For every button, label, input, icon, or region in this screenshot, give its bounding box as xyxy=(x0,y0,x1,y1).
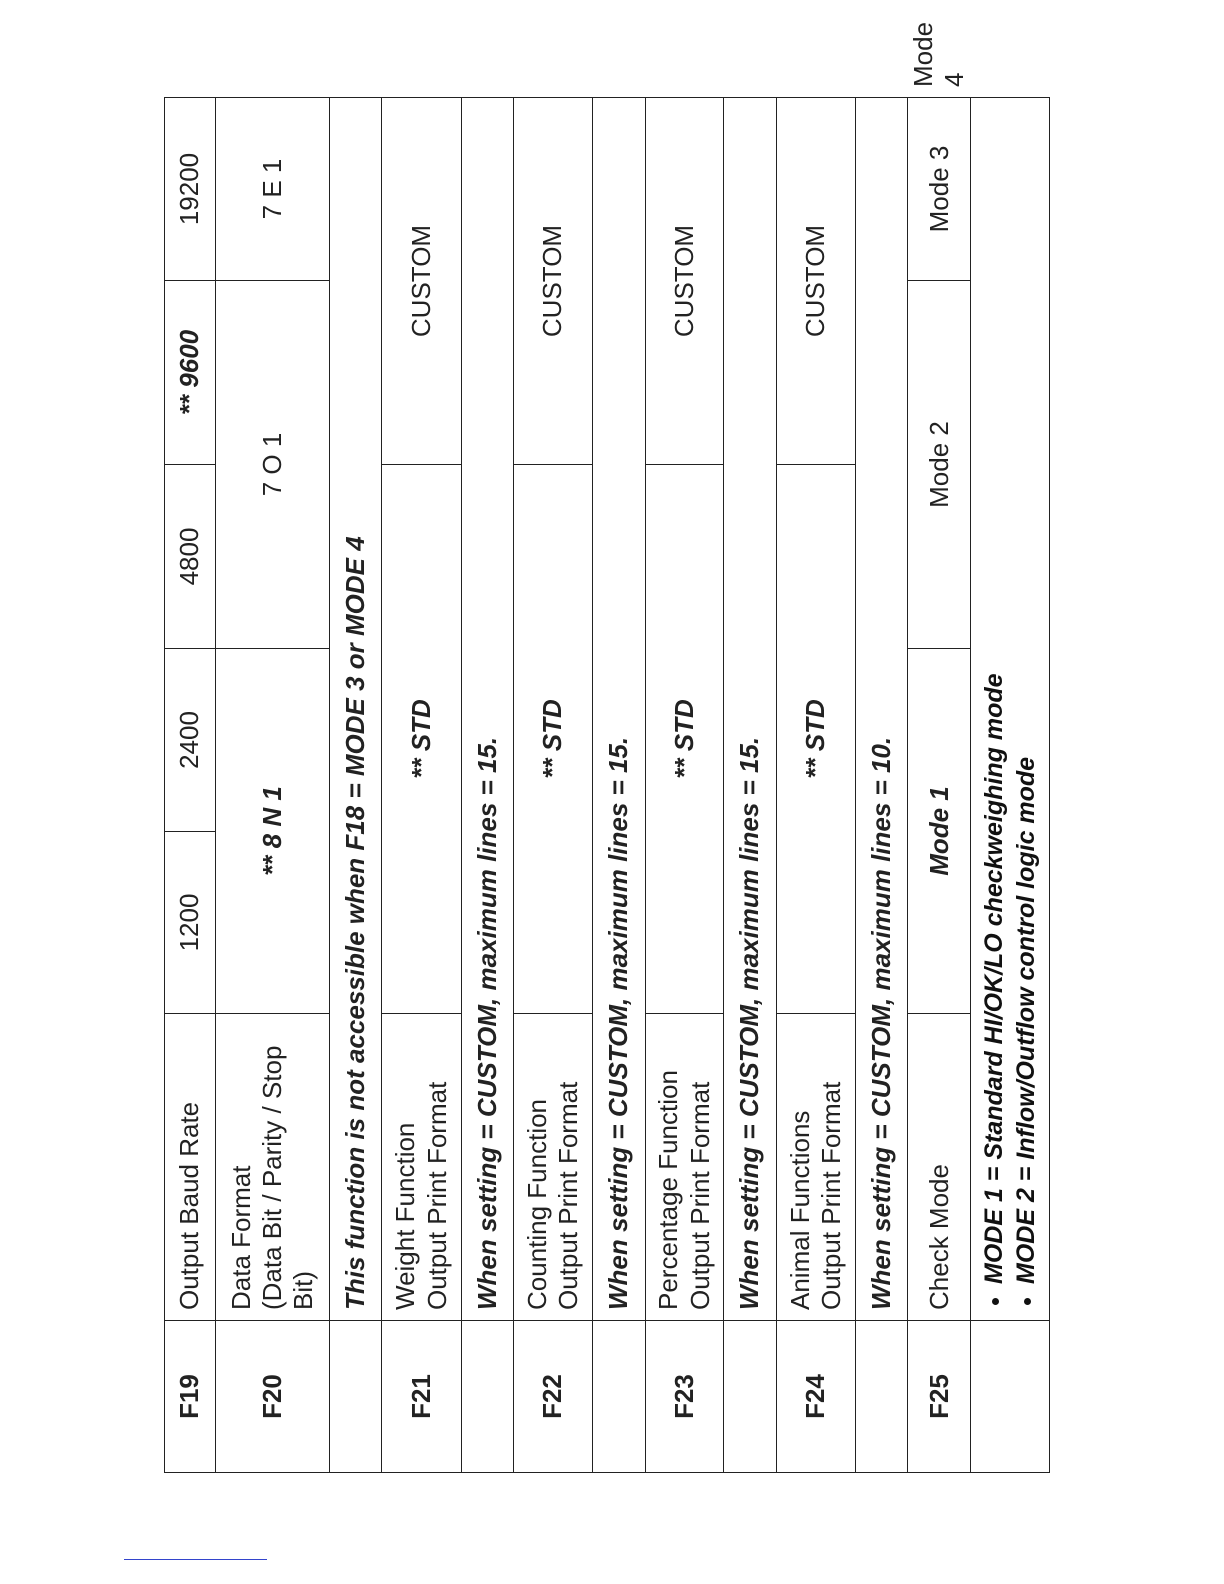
function-note: When setting = CUSTOM, maximum lines = 15. xyxy=(593,98,646,1321)
table-row-f19 xyxy=(165,98,216,1473)
function-note: When setting = CUSTOM, maximum lines = 10. xyxy=(856,98,908,1321)
default-option-value: Mode 1 xyxy=(908,649,971,1014)
option-value: 1200 xyxy=(165,832,216,1014)
function-code: F24 xyxy=(777,1321,856,1473)
footnote-separator xyxy=(124,1559,267,1560)
option-value: Mode 3 xyxy=(908,98,971,281)
table-row-note xyxy=(856,98,908,1473)
option-value: 2400 xyxy=(165,649,216,832)
rotated-page-region xyxy=(164,21,1041,1473)
option-value: CUSTOM xyxy=(382,98,462,465)
default-option-value: ** STD xyxy=(514,465,593,1014)
function-label xyxy=(646,1014,724,1321)
function-label-line: (Data Bit / Parity / Stop Bit) xyxy=(256,1045,319,1310)
option-value: 19200 xyxy=(165,98,216,281)
function-label-line: Output Print Format xyxy=(553,1081,583,1310)
function-label-line: Output Print Format xyxy=(816,1081,846,1310)
function-label-line: Percentage Function xyxy=(653,1070,684,1310)
function-code: F25 xyxy=(908,1321,971,1473)
table-row-f20 xyxy=(216,98,330,1473)
function-label-line: Data Format xyxy=(225,1165,256,1310)
empty-code-cell xyxy=(856,1321,908,1473)
function-label: Check Mode xyxy=(908,1014,971,1321)
option-value: 7 O 1 xyxy=(216,281,330,649)
option-value: 7 E 1 xyxy=(216,98,330,281)
table-row-note xyxy=(971,98,1050,1473)
function-note: When setting = CUSTOM, maximum lines = 15. xyxy=(724,98,777,1321)
function-code: F21 xyxy=(382,1321,462,1473)
function-settings-table xyxy=(164,21,1050,1473)
function-label xyxy=(216,1014,330,1321)
function-label xyxy=(514,1014,593,1321)
function-label xyxy=(382,1014,462,1321)
option-value: CUSTOM xyxy=(777,98,856,465)
table-row-f23 xyxy=(646,98,724,1473)
settings-table-wrapper xyxy=(164,21,1041,1473)
function-code: F19 xyxy=(165,1321,216,1473)
table-row-note xyxy=(593,98,646,1473)
option-value: Mode 2 xyxy=(908,281,971,649)
default-option-value: ** STD xyxy=(646,465,724,1014)
mode-note-item: • MODE 1 = Standard HI/OK/LO checkweighing mode xyxy=(978,108,1011,1284)
table-row-f22 xyxy=(514,98,593,1473)
function-note: This function is not accessible when F18 = MODE 3 or MODE 4 xyxy=(330,98,382,1321)
function-label xyxy=(777,1014,856,1321)
table-row-f21 xyxy=(382,98,462,1473)
function-label-line: Weight Function xyxy=(390,1122,421,1310)
function-note: When setting = CUSTOM, maximum lines = 15. xyxy=(462,98,514,1321)
default-option-value: ** STD xyxy=(382,465,462,1014)
mode-notes-cell xyxy=(971,98,1050,1321)
table-row-note xyxy=(330,98,382,1473)
mode-notes-list xyxy=(978,108,1043,1310)
empty-code-cell xyxy=(724,1321,777,1473)
table-row-note xyxy=(462,98,514,1473)
table-row-f24 xyxy=(777,98,856,1473)
function-label-line: Animal Functions xyxy=(784,1110,815,1310)
default-option-value: ** 9600 xyxy=(165,281,216,465)
empty-code-cell xyxy=(330,1321,382,1473)
empty-code-cell xyxy=(462,1321,514,1473)
option-value: CUSTOM xyxy=(646,98,724,465)
function-code: F20 xyxy=(216,1321,330,1473)
function-label-line: Output Print Format xyxy=(421,1081,452,1310)
table-row-f25: F25 Check Mode Mode 1 Mode 2 Mode 3 Mode 4 xyxy=(908,98,971,1473)
option-value: 4800 xyxy=(165,465,216,649)
empty-code-cell xyxy=(971,1321,1050,1473)
empty-code-cell xyxy=(593,1321,646,1473)
default-option-value: ** STD xyxy=(777,465,856,1014)
function-code: F22 xyxy=(514,1321,593,1473)
table-row-note xyxy=(724,98,777,1473)
option-value: CUSTOM xyxy=(514,98,593,465)
function-label-line: Counting Function xyxy=(521,1098,552,1310)
default-option-value: ** 8 N 1 xyxy=(216,649,330,1014)
mode-note-item: • MODE 2 = Inflow/Outflow control logic mode xyxy=(1010,108,1043,1284)
function-code: F23 xyxy=(646,1321,724,1473)
function-label: Output Baud Rate xyxy=(165,1014,216,1321)
function-label-line: Output Print Format xyxy=(684,1081,715,1310)
